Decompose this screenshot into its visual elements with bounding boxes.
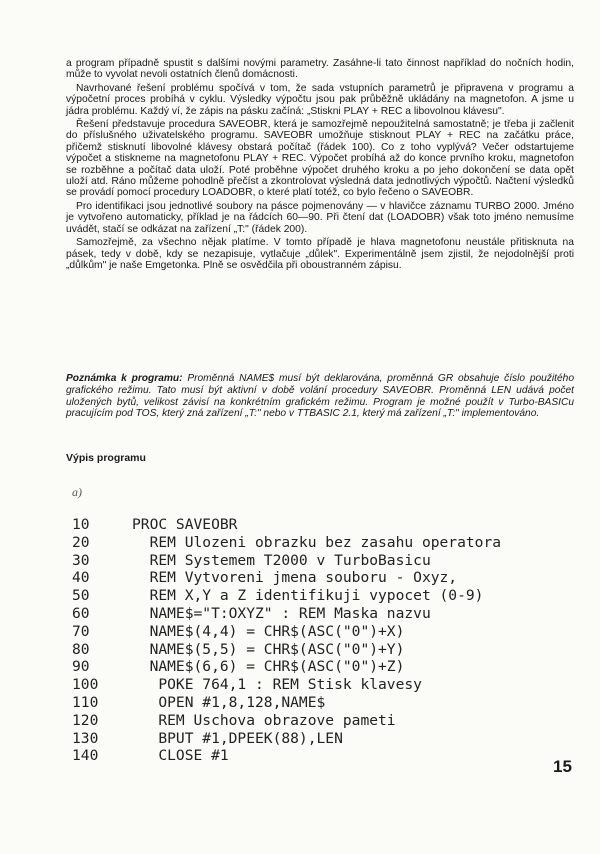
line-number: 30	[72, 551, 90, 569]
code-text: CLOSE #1	[132, 747, 229, 765]
article-body	[66, 58, 574, 273]
listing-line	[72, 676, 592, 694]
code-text: OPEN #1,8,128,NAME$	[132, 693, 326, 711]
listing-line	[72, 623, 592, 641]
line-number: 120	[72, 711, 99, 729]
line-number: 130	[72, 729, 99, 747]
line-number: 70	[72, 622, 90, 640]
code-text: REM Vytvoreni jmena souboru - Oxyz,	[132, 569, 458, 587]
line-number: 10	[72, 516, 90, 533]
code-text: NAME$(6,6) = CHR$(ASC("0")+Z)	[132, 658, 405, 676]
listing-line	[72, 658, 592, 676]
listing-line	[72, 534, 592, 552]
paragraph: Řešení představuje procedura SAVEOBR, která je samozřejmě nepoužitelná samostatně; je třeba ji začlenit do příslušného uživatelského programu. SAVEOBR umožňuje stisknout PLAY + REC na začátku práce, přičemž stisknutí libovolné klávesy obstará počítač (řádek 100). Co z toho vyplývá? Večer odstartujeme výpočet a stiskneme na magnetofonu PLAY + REC. Výpočet probíhá až do konce prvního kroku, magnetofon se rozběhne a počítač data uloží. Poté proběhne výpočet druhého kroku a po jeho dokončení se data opět uloží atd. Ráno můžeme pohodlně přečíst a zkontrolovat výsledná data jednotlivých výpočtů. Načtení výsledků se provádí pomocí procedury LOADOBR, o které platí totéž, co bylo řečeno o SAVEOBR.	[66, 119, 574, 199]
note-text: Proměnná NAME$ musí být deklarována, proměnná GR obsahuje číslo použitého grafického režimu. Tato musí být aktivní v době volání procedury SAVEOBR. Proměnná LEN udává počet uložených bytů, velikost závisí na konkrétním grafickém režimu. Program je možné použít v Turbo-BASICu pracujícím pod TOS, který zná zařízení „T:" nebo v TTBASIC 2.1, který má zařízení „T:" implementováno.	[66, 373, 575, 420]
line-number: 90	[72, 658, 90, 676]
listing-line	[72, 712, 592, 730]
paragraph: a program případně spustit s dalšími novými parametry. Zasáhne-li tato činnost například do nočních hodin, může to vyvolat nevoli ostatních členů domácnosti.	[66, 58, 574, 81]
code-text: REM Systemem T2000 v TurboBasicu	[132, 551, 431, 569]
listing-line	[72, 694, 592, 712]
paragraph: Samozřejmě, za všechno nějak platíme. V tomto případě je hlava magnetofonu neustále přitisknuta na pásek, tedy v době, kdy se nezapisuje, vytlačuje „důlek". Experimentálně jsem zjistil, že nejodolnější proti „důlkům" je naše Emgetonka. Plně se osvědčila při oboustranném zápisu.	[66, 237, 574, 271]
line-number: 50	[72, 587, 90, 605]
listing-line	[72, 730, 592, 748]
listing-line	[72, 605, 592, 623]
note-label: Poznámka k programu:	[66, 373, 183, 384]
line-number: 60	[72, 604, 90, 622]
listing-line	[72, 587, 592, 605]
listing-line	[72, 552, 592, 570]
line-number: 100	[72, 676, 99, 694]
program-note	[66, 373, 574, 420]
listing-line	[72, 747, 592, 765]
code-text: POKE 764,1 : REM Stisk klavesy	[132, 676, 422, 694]
code-text: NAME$(5,5) = CHR$(ASC("0")+Y)	[132, 640, 405, 658]
handwritten-mark: a)	[72, 485, 82, 499]
code-text: REM X,Y a Z identifikuji vypocet (0-9)	[132, 587, 484, 605]
listing-line	[72, 516, 592, 534]
line-number: 20	[72, 533, 90, 551]
code-text: PROC SAVEOBR	[132, 516, 238, 533]
code-text: REM Uschova obrazove pameti	[132, 711, 396, 729]
paragraph: Pro identifikaci jsou jednotlivé soubory na pásce pojmenovány — v hlavičce záznamu TURBO 2000. Jméno je vytvořeno automaticky, příklad je na řádcích 60—90. Při čtení dat (LOADOBR) však toto jméno nemusíme uvádět, stačí se odkázat na zařízení „T:" (řádek 200).	[66, 200, 574, 235]
line-number: 140	[72, 747, 99, 765]
page-number: 15	[553, 757, 572, 776]
listing-heading: Výpis programu	[66, 452, 146, 464]
line-number: 110	[72, 693, 99, 711]
code-text: NAME$(4,4) = CHR$(ASC("0")+X)	[132, 622, 405, 640]
code-text: BPUT #1,DPEEK(88),LEN	[132, 729, 343, 747]
listing-line	[72, 569, 592, 587]
line-number: 40	[72, 569, 90, 587]
code-text: NAME$="T:OXYZ" : REM Maska nazvu	[132, 604, 431, 622]
listing-line	[72, 641, 592, 659]
code-text: REM Ulozeni obrazku bez zasahu operatora	[132, 533, 502, 551]
line-number: 80	[72, 640, 90, 658]
paragraph: Navrhované řešení problému spočívá v tom, že sada vstupních parametrů je připravena v programu a výpočetní proces probíhá v cyklu. Výsledky výpočtu jsou pak průběžně ukládány na magnetofon. A jsme u jádra problému. Každý ví, že zápis na pásku začíná: „Stiskni PLAY + REC a libovolnou klávesu".	[66, 82, 574, 117]
program-listing	[72, 516, 592, 765]
